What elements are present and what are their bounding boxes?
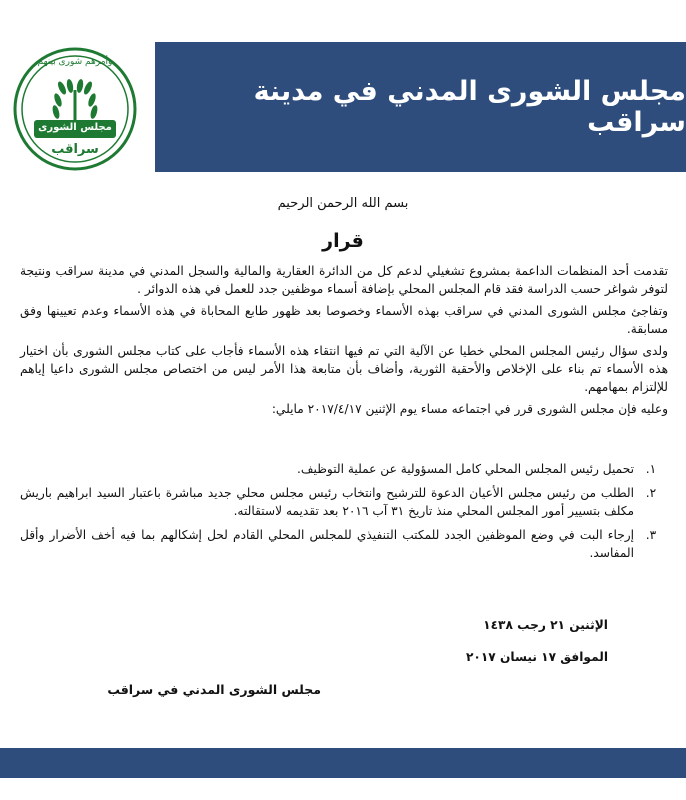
resolution-number: ٣. [645, 528, 657, 542]
logo-text-top: وأمرهم شورى بينهم [37, 57, 113, 67]
signature: مجلس الشورى المدني في سراقب [107, 682, 321, 697]
footer-banner [0, 748, 686, 778]
paragraph: ولدى سؤال رئيس المجلس المحلي خطيا عن الآلية التي تم فيها انتقاء هذه الأسماء فأجاب على كتاب مجلس الشورى بأن اختيار هذه الأسماء تم بناء على الإخلاص والأحقية الثورية، وأضاف بأن متابعة هذا الأمر ليس من اختصاص مجلس الشورى داعيا إياهم للإلتزام بمهامهم. [20, 344, 668, 394]
resolution-number: ١. [645, 462, 657, 476]
document-body [20, 262, 668, 422]
resolution-text: تحميل رئيس المجلس المحلي كامل المسؤولية عن عملية التوظيف. [297, 462, 634, 476]
date-block [466, 616, 608, 680]
resolution-text: إرجاء البت في وضع الموظفين الجدد للمكتب التنفيذي للمجلس المحلي القادم لحل إشكالهم بما فيه أخف الأضرار وأقل المفاسد. [20, 528, 634, 560]
logo-text-bottom: سراقب [51, 142, 99, 157]
resolution-item [20, 460, 668, 478]
date-gregorian: الموافق ١٧ نيسان ٢٠١٧ [465, 650, 608, 664]
header-banner [155, 42, 686, 172]
resolution-number: ٢. [645, 486, 657, 500]
document-title: قرار [322, 230, 364, 252]
header-title: مجلس الشورى المدني في مدينة سراقب [253, 76, 686, 138]
paragraph: تقدمت أحد المنظمات الداعمة بمشروع تشغيلي لدعم كل من الدائرة العقارية والمالية والسجل المدني في مدينة سراقب ونتيجة لتوفر شواغر حسب الدراسة فقد قام المجلس المحلي بإضافة أسماء موظفين جدد للعمل في هذه الدوائر . [20, 264, 668, 296]
resolution-list [20, 460, 668, 568]
council-logo [12, 46, 138, 172]
resolution-item [20, 484, 668, 520]
paragraph: وعليه فإن مجلس الشورى قرر في اجتماعه مساء يوم الإثنين ٢٠١٧/٤/١٧ مايلي: [271, 402, 668, 416]
paragraph: وتفاجئ مجلس الشورى المدني في سراقب بهذه الأسماء وخصوصا بعد ظهور طابع المحاباة في هذه الأسماء وعدم تعيينها وفق مسابقة. [20, 304, 668, 336]
basmala: بسم الله الرحمن الرحيم [277, 196, 409, 211]
date-hijri: الإثنين ٢١ رجب ١٤٣٨ [483, 618, 608, 632]
resolution-text: الطلب من رئيس مجلس الأعيان الدعوة للترشيح وانتخاب رئيس مجلس محلي جديد مباشرة باعتبار السيد ابراهيم باريش مكلف بتسيير أمور المجلس المحلي منذ تاريخ ٣١ آب ٢٠١٦ بعد تقديمه لاستقالته. [20, 486, 634, 518]
logo-text-band: مجلس الشورى [38, 122, 112, 133]
resolution-item [20, 526, 668, 562]
